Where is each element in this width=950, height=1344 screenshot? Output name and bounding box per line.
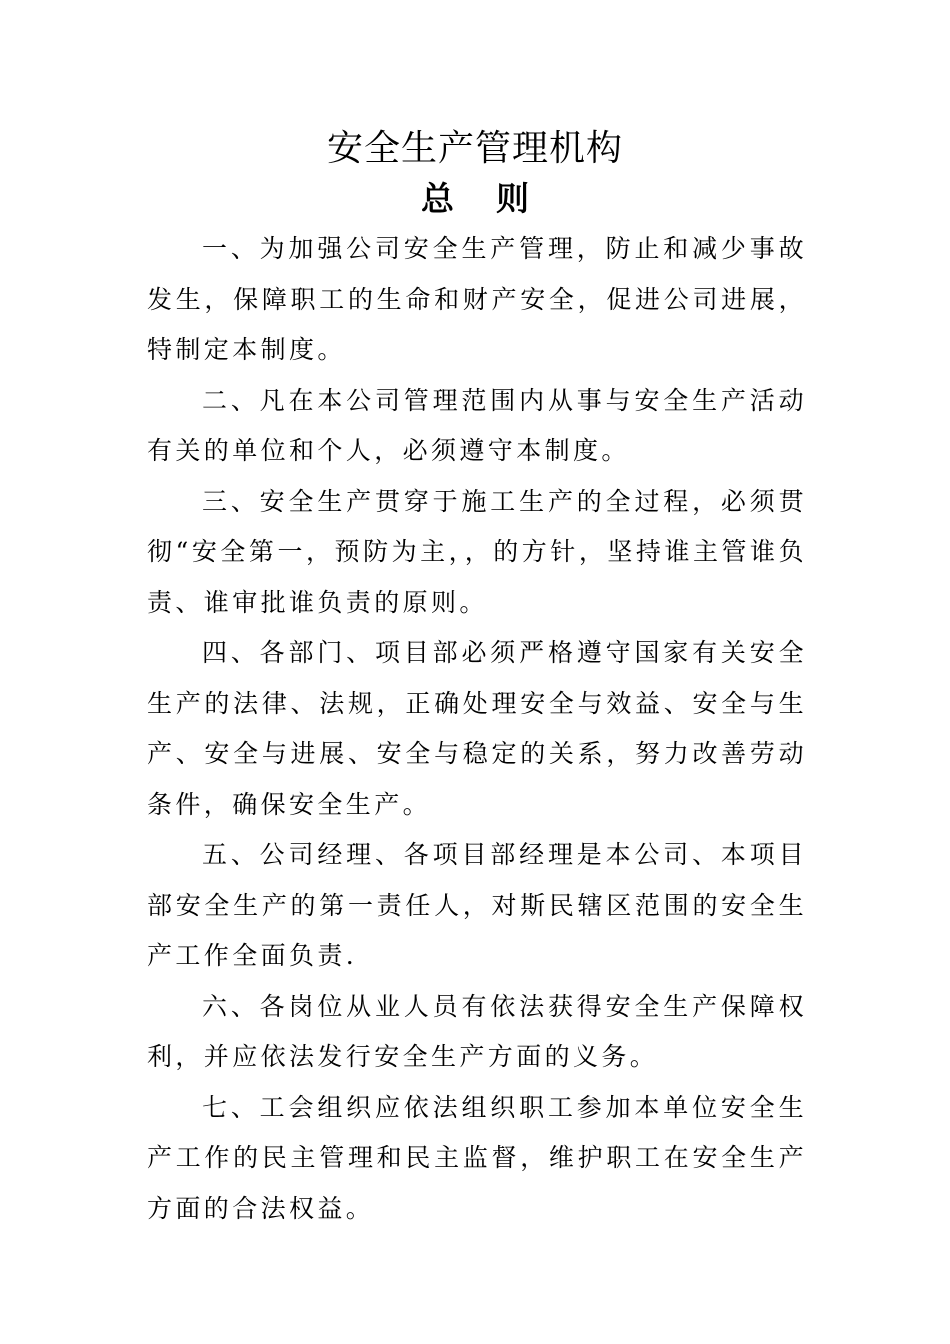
section-heading-part-2: 则 — [496, 179, 529, 218]
paragraph-4: 四、各部门、项目部必须严格遵守国家有关安全生产的法律、法规，正确处理安全与效益、安全与生产、安全与进展、安全与稳定的关系，努力改善劳动条件，确保安全生产。 — [147, 638, 807, 819]
paragraph-6: 六、各岗位从业人员有依法获得安全生产保障权利，并应依法发行安全生产方面的义务。 — [147, 991, 807, 1071]
document-title: 安全生产管理机构 — [326, 128, 623, 169]
paragraph-2: 二、凡在本公司管理范围内从事与安全生产活动有关的单位和个人，必须遵守本制度。 — [147, 385, 807, 465]
section-heading — [0, 176, 950, 222]
paragraph-1: 一、为加强公司安全生产管理，防止和减少事故发生，保障职工的生命和财产安全，促进公司进展，特制定本制度。 — [147, 234, 807, 364]
paragraph-5: 五、公司经理、各项目部经理是本公司、本项目部安全生产的第一责任人，对斯民辖区范围的安全生产工作全面负责. — [147, 840, 807, 970]
paragraph-3: 三、安全生产贯穿于施工生产的全过程，必须贯彻“安全第一，预防为主，，的方针，坚持谁主管谁负责、谁审批谁负责的原则。 — [147, 486, 807, 617]
document-body — [147, 224, 807, 1234]
section-heading-part-1: 总 — [421, 179, 454, 218]
paragraph-7: 七、工会组织应依法组织职工参加本单位安全生产工作的民主管理和民主监督，维护职工在安全生产方面的合法权益。 — [147, 1092, 807, 1223]
